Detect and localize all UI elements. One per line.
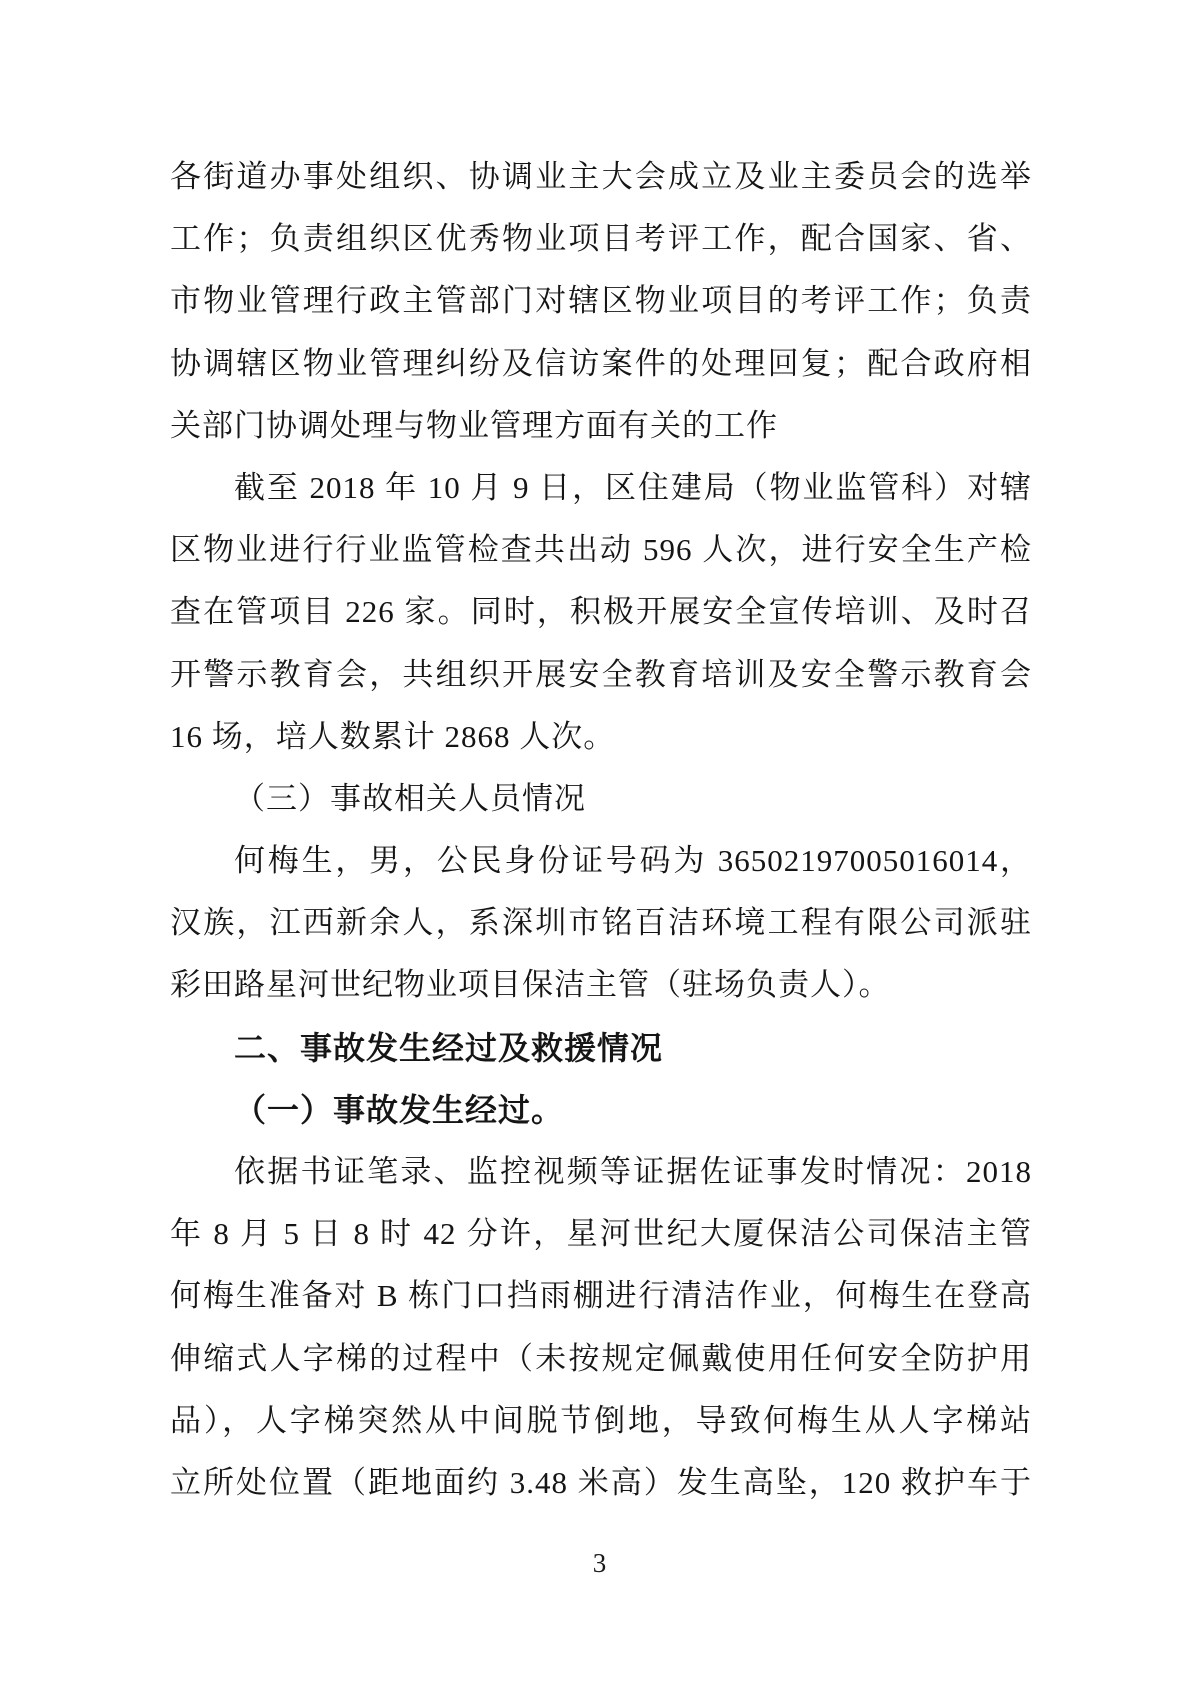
text-line: 何梅生准备对 B 栋门口挡雨棚进行清洁作业，何梅生在登高 [170,1278,1032,1314]
text-line: 关部门协调处理与物业管理方面有关的工作 [170,407,778,443]
text-line: 协调辖区物业管理纠纷及信访案件的处理回复；配合政府相 [170,345,1032,381]
text-line: 品），人字梯突然从中间脱节倒地，导致何梅生从人字梯站 [170,1402,1032,1438]
text-line: 工作；负责组织区优秀物业项目考评工作，配合国家、省、 [170,221,1032,257]
text-line: 16 场，培人数累计 2868 人次。 [170,718,616,754]
text-line: 立所处位置（距地面约 3.48 米高）发生高坠，120 救护车于 [170,1464,1032,1500]
text-line: 依据书证笔录、监控视频等证据佐证事发时情况：2018 [234,1154,1032,1189]
text-line: 区物业进行行业监管检查共出动 596 人次，进行安全生产检 [170,532,1032,568]
text-line: 彩田路星河世纪物业项目保洁主管（驻场负责人）。 [170,967,891,1003]
text-line: 汉族，江西新余人，系深圳市铭百洁环境工程有限公司派驻 [170,905,1032,941]
text-line: 年 8 月 5 日 8 时 42 分许，星河世纪大厦保洁公司保洁主管 [170,1216,1032,1252]
text-line: （一）事故发生经过。 [234,1091,565,1128]
text-line: 二、事故发生经过及救援情况 [234,1029,664,1066]
text-line: （三）事故相关人员情况 [234,780,586,816]
text-line: 市物业管理行政主管部门对辖区物业项目的考评工作；负责 [170,283,1032,319]
text-line: 查在管项目 226 家。同时，积极开展安全宣传培训、及时召 [170,594,1032,630]
text-line: 截至 2018 年 10 月 9 日，区住建局（物业监管科）对辖 [234,469,1032,505]
text-line: 伸缩式人字梯的过程中（未按规定佩戴使用任何安全防护用 [170,1340,1032,1376]
text-line: 开警示教育会，共组织开展安全教育培训及安全警示教育会 [170,656,1032,692]
text-line: 何梅生，男，公民身份证号码为 36502197005016014， [234,843,1032,879]
document-body [170,146,1032,1514]
text-line: 各街道办事处组织、协调业主大会成立及业主委员会的选举 [170,159,1032,194]
page-number: 3 [592,1548,607,1578]
